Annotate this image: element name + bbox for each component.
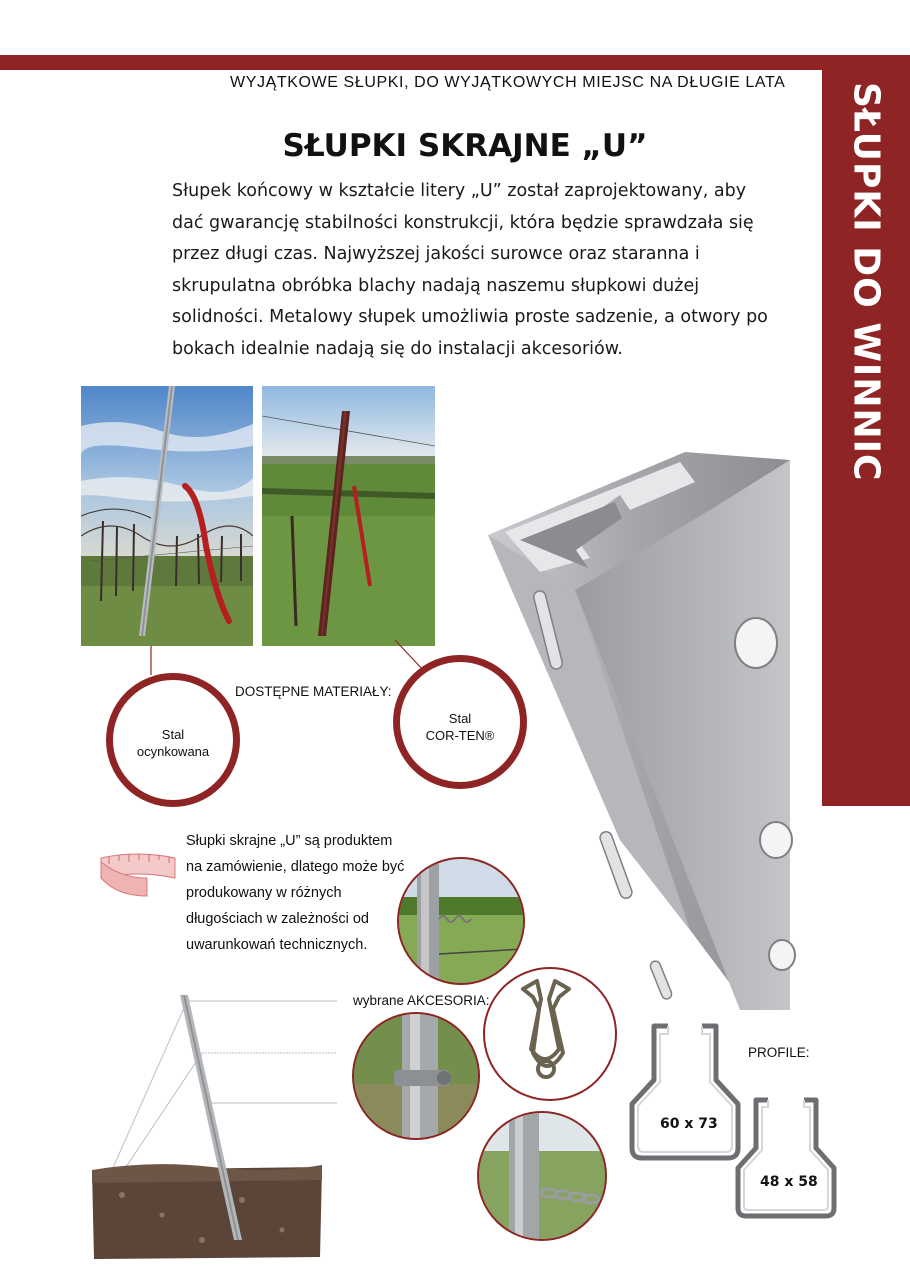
made-to-order-note: Słupki skrajne „U” są produktem na zamówienie, dlatego może być produkowany w różnych długościach w zależności od uwarunkowań technicznych. bbox=[186, 833, 405, 953]
product-description: Słupek końcowy w kształcie litery „U” został zaprojektowany, aby dać gwarancję stabilności konstrukcji, która będzie sprawdzała się przez długi czas. Najwyższej jakości surowce oraz staranna i skrupulatna obróbka blachy nadają naszemu słupkowi dużej solidności. Metalowy słupek umożliwia proste sadzenie, a otwory po bokach idealnie nadają się do instalacji akcesoriów. bbox=[172, 181, 768, 359]
accessories-heading: wybrane AKCESORIA: bbox=[353, 993, 490, 1008]
accessory-wire-hook bbox=[483, 967, 617, 1101]
profile-60x73 bbox=[626, 1022, 744, 1164]
material-corten-line1: Stal bbox=[448, 711, 472, 726]
material-corten-line2: COR-TEN® bbox=[425, 728, 495, 743]
page-title: SŁUPKI SKRAJNE „U” bbox=[282, 128, 648, 164]
accessory-tensioner bbox=[397, 857, 525, 985]
material-galvanized-line2: ocynkowana bbox=[136, 744, 210, 759]
accessory-chain bbox=[477, 1111, 607, 1241]
material-galvanized-line1: Stal bbox=[161, 727, 185, 742]
profile-48x58-label: 48 x 58 bbox=[760, 1174, 818, 1190]
tagline: WYJĄTKOWE SŁUPKI, DO WYJĄTKOWYCH MIEJSC NA DŁUGIE LATA bbox=[230, 74, 786, 91]
profiles-heading: PROFILE: bbox=[748, 1045, 810, 1060]
profile-48x58 bbox=[734, 1096, 838, 1222]
materials-heading: DOSTĘPNE MATERIAŁY: bbox=[235, 684, 392, 699]
profile-60x73-label: 60 x 73 bbox=[660, 1116, 718, 1132]
accessory-bolt-clamp bbox=[352, 1012, 480, 1140]
side-title: SŁUPKI DO WINNIC bbox=[845, 82, 887, 482]
material-circle-corten bbox=[393, 655, 527, 789]
installation-diagram bbox=[92, 995, 342, 1260]
tape-measure-icon bbox=[97, 848, 179, 900]
material-circle-galvanized bbox=[106, 673, 240, 807]
